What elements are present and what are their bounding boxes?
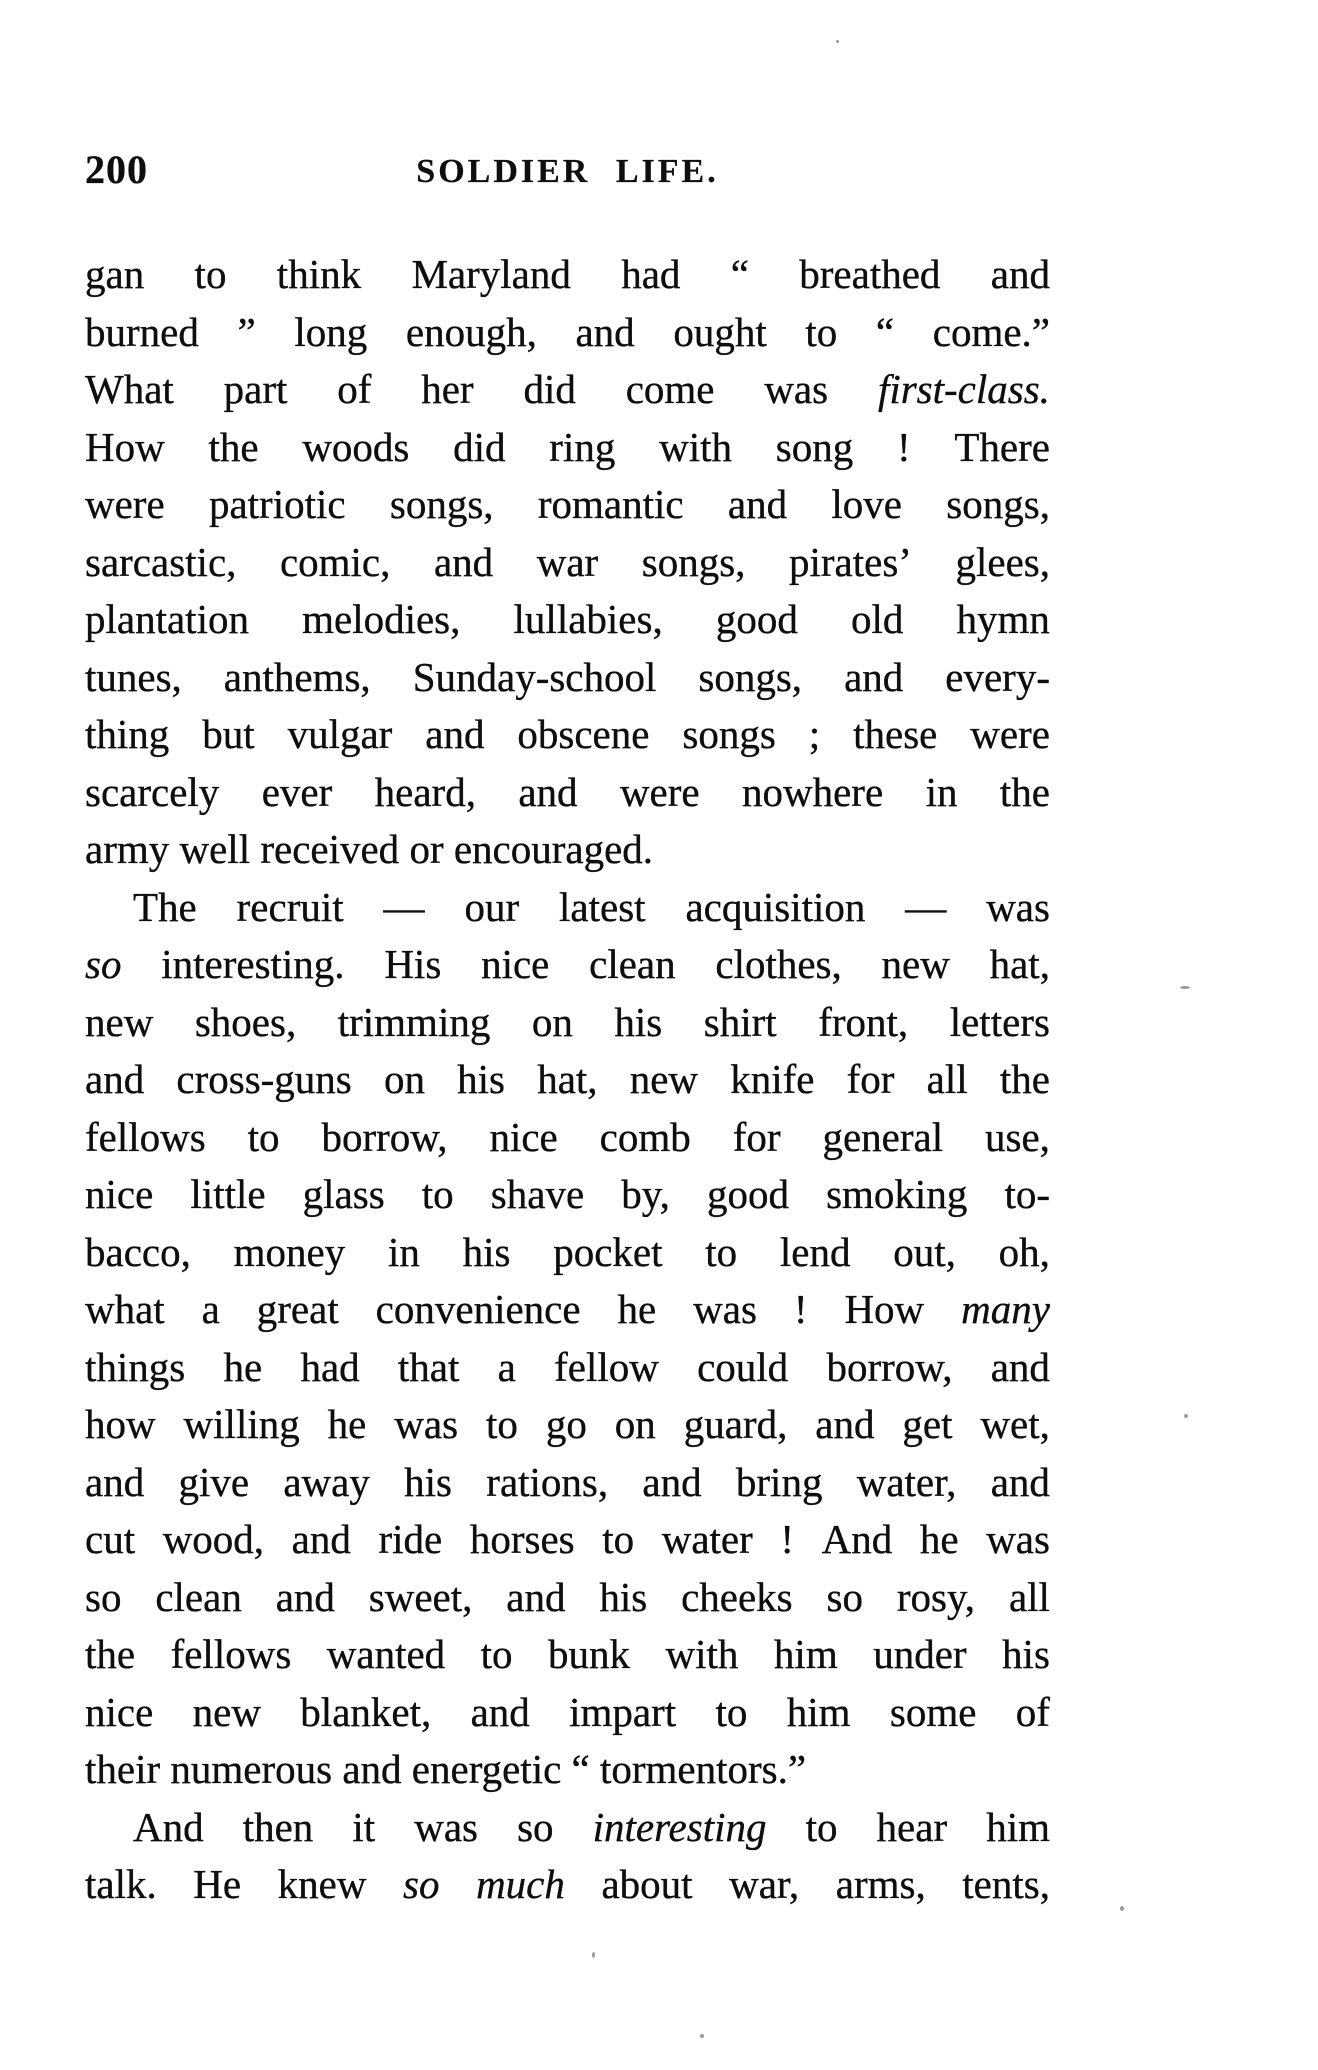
- word: to: [602, 1516, 635, 1562]
- word: His: [384, 941, 442, 987]
- page-number: 200: [85, 147, 148, 192]
- word: and: [342, 1746, 402, 1792]
- word: gan: [85, 251, 145, 297]
- word: their: [85, 1746, 161, 1792]
- word: all: [926, 1056, 968, 1102]
- scan-speck: [592, 1952, 595, 1958]
- word: clothes,: [715, 941, 842, 987]
- text-line: [85, 1511, 1050, 1569]
- word: new: [85, 998, 154, 1045]
- text-line: [85, 1569, 1050, 1627]
- word: well: [179, 826, 251, 872]
- word: received: [260, 826, 400, 872]
- word: hat,: [537, 1056, 598, 1102]
- text-line: [85, 879, 1050, 937]
- word: love: [831, 481, 902, 527]
- word: war,: [729, 1861, 800, 1907]
- word: he: [223, 1343, 263, 1390]
- word: was: [986, 883, 1050, 930]
- word: trimming: [337, 998, 491, 1045]
- word: the: [208, 423, 259, 470]
- word: the: [999, 768, 1050, 815]
- word: rosy,: [896, 1573, 976, 1620]
- text-line: [85, 1741, 1050, 1799]
- word: come.”: [932, 308, 1050, 355]
- word: and: [815, 1401, 875, 1447]
- word: and: [85, 1056, 145, 1102]
- word: cut: [85, 1516, 136, 1562]
- word: his: [1002, 1631, 1050, 1677]
- word: under: [873, 1631, 967, 1677]
- word: willing: [183, 1401, 300, 1447]
- word: to: [715, 1688, 748, 1735]
- word: “: [875, 308, 895, 355]
- word: go: [545, 1401, 587, 1447]
- word: hymn: [956, 596, 1050, 642]
- word: he: [327, 1401, 367, 1447]
- word: give: [178, 1458, 250, 1505]
- word: about: [601, 1861, 693, 1907]
- word: shoes,: [194, 998, 297, 1045]
- word: songs,: [698, 653, 803, 700]
- word: pirates’: [788, 538, 912, 585]
- word: burned: [85, 308, 199, 355]
- word: the: [999, 1056, 1050, 1102]
- word: obscene: [517, 711, 650, 757]
- text-line: [85, 649, 1050, 707]
- word: wanted: [326, 1631, 446, 1677]
- word: new: [881, 941, 950, 987]
- page-header: [85, 146, 1050, 196]
- word: money: [233, 1228, 346, 1275]
- word: ought: [673, 308, 767, 355]
- word: hat,: [989, 941, 1050, 987]
- word: ride: [378, 1516, 443, 1562]
- word: borrow,: [826, 1343, 953, 1390]
- text-line: [85, 936, 1050, 994]
- word: did: [453, 423, 506, 470]
- word: anthems,: [223, 653, 371, 700]
- word: interesting.: [161, 941, 345, 987]
- word: guard,: [683, 1401, 788, 1447]
- word: songs,: [946, 481, 1050, 527]
- word: rations,: [486, 1458, 609, 1505]
- italic-word: first-class.: [877, 366, 1050, 412]
- word: How: [85, 423, 165, 470]
- word: Maryland: [411, 251, 571, 297]
- word: his: [599, 1573, 648, 1620]
- word: all: [1008, 1573, 1050, 1620]
- word: !: [780, 1516, 795, 1562]
- scan-speck: [1120, 1906, 1124, 1911]
- word: good: [706, 1171, 789, 1217]
- word: shave: [490, 1171, 585, 1217]
- word: And: [821, 1516, 893, 1562]
- word: and: [642, 1458, 702, 1505]
- word: were: [619, 768, 700, 815]
- text-line: [85, 534, 1050, 592]
- word: him: [786, 1688, 851, 1735]
- word: fellow: [554, 1343, 659, 1390]
- word: wood,: [162, 1516, 265, 1562]
- word: latest: [559, 883, 646, 930]
- text-line: [85, 246, 1050, 304]
- text-line: [85, 1454, 1050, 1512]
- word: on: [614, 1401, 656, 1447]
- word: ”: [237, 308, 256, 355]
- word: what: [85, 1286, 165, 1332]
- word: and: [433, 538, 494, 585]
- running-title: SOLDIER LIFE.: [416, 153, 719, 190]
- word: sarcastic,: [85, 538, 237, 585]
- text-line: [85, 1339, 1050, 1397]
- word: !: [793, 1286, 808, 1332]
- word: army: [85, 826, 170, 872]
- word: letters: [949, 998, 1050, 1045]
- word: acquisition: [685, 883, 866, 930]
- word: nice: [85, 1688, 154, 1735]
- word: talk.: [85, 1861, 157, 1907]
- word: our: [464, 883, 520, 930]
- text-line: [85, 1626, 1050, 1684]
- word: and: [291, 1516, 351, 1562]
- word: to: [480, 1631, 513, 1677]
- word: numerous: [170, 1746, 333, 1792]
- word: these: [853, 711, 938, 757]
- word: patriotic: [208, 481, 346, 527]
- word: to: [247, 1113, 280, 1160]
- scan-speck: [836, 40, 839, 43]
- word: encouraged.: [453, 826, 654, 872]
- word: “: [730, 251, 749, 297]
- word: with: [665, 1631, 739, 1677]
- word: water,: [856, 1458, 957, 1505]
- word: had: [621, 251, 681, 297]
- italic-word: interesting: [592, 1803, 767, 1850]
- word: There: [954, 423, 1050, 470]
- word: and: [575, 308, 635, 355]
- text-line: [85, 419, 1050, 477]
- word: “: [571, 1746, 590, 1792]
- text-line: [85, 1684, 1050, 1742]
- word: and: [518, 768, 578, 815]
- word: to: [486, 1401, 518, 1447]
- text-line: [85, 821, 1050, 879]
- word: wet,: [980, 1401, 1050, 1447]
- word: for: [846, 1056, 895, 1102]
- word: to: [805, 1803, 838, 1850]
- word: new: [629, 1056, 699, 1102]
- word: songs: [682, 711, 776, 757]
- word: in: [925, 768, 958, 815]
- word: woods: [302, 423, 410, 470]
- word: How: [844, 1286, 925, 1332]
- text-block: [85, 246, 1050, 1914]
- word: away: [283, 1458, 370, 1505]
- word: songs,: [641, 538, 746, 585]
- word: comic,: [279, 538, 391, 585]
- word: and: [506, 1573, 566, 1620]
- word: in: [387, 1228, 420, 1275]
- word: out,: [893, 1228, 956, 1275]
- text-line: [85, 1224, 1050, 1282]
- word: Sunday-school: [412, 653, 657, 700]
- word: —: [905, 883, 947, 930]
- word: old: [850, 596, 904, 642]
- word: arms,: [835, 1861, 926, 1907]
- text-line: [85, 1396, 1050, 1454]
- word: glees,: [955, 538, 1050, 585]
- word: vulgar: [287, 711, 393, 757]
- word: energetic: [411, 1746, 562, 1792]
- word: war: [536, 538, 599, 585]
- word: and: [470, 1688, 530, 1735]
- text-line: [85, 994, 1050, 1052]
- word: him: [986, 1803, 1050, 1850]
- word: it: [352, 1803, 376, 1850]
- word: to: [194, 251, 227, 297]
- word: ring: [549, 423, 616, 470]
- word: ;: [808, 711, 821, 757]
- word: he: [919, 1516, 959, 1562]
- word: good: [715, 596, 798, 642]
- word: fellows: [85, 1113, 206, 1160]
- word: were: [970, 711, 1050, 757]
- word: his: [462, 1228, 511, 1275]
- word: and: [990, 1458, 1050, 1505]
- word: enough,: [405, 308, 537, 355]
- word: so: [85, 1573, 122, 1620]
- word: bacco,: [85, 1228, 191, 1275]
- text-line: [85, 764, 1050, 822]
- word: cheeks: [681, 1573, 793, 1620]
- word: him: [773, 1631, 838, 1677]
- word: the: [85, 1631, 136, 1677]
- text-line: [85, 1109, 1050, 1167]
- word: but: [202, 711, 255, 757]
- word: clean: [155, 1573, 242, 1620]
- word: blanket,: [300, 1688, 432, 1735]
- word: and: [275, 1573, 335, 1620]
- word: lullabies,: [513, 596, 663, 642]
- word: tormentors.”: [600, 1746, 807, 1792]
- word: a: [497, 1343, 516, 1390]
- word: ever: [261, 768, 333, 815]
- word: think: [276, 251, 362, 297]
- scan-speck: [700, 2034, 704, 2038]
- word: he: [617, 1286, 657, 1332]
- word: that: [397, 1343, 460, 1390]
- word: The: [133, 883, 197, 930]
- word: to-: [1004, 1171, 1050, 1217]
- word: water: [661, 1516, 753, 1562]
- word: part: [223, 366, 288, 412]
- word: heard,: [374, 768, 476, 815]
- text-line: [85, 476, 1050, 534]
- word: and: [85, 1458, 145, 1505]
- word: with: [659, 423, 732, 470]
- word: breathed: [799, 251, 941, 297]
- word: tunes,: [85, 653, 182, 700]
- word: front,: [818, 998, 909, 1045]
- word: his: [404, 1458, 453, 1505]
- word: lend: [779, 1228, 851, 1275]
- word: had: [300, 1343, 360, 1390]
- word: by,: [621, 1171, 670, 1217]
- word: her: [421, 366, 474, 412]
- word: What: [85, 366, 174, 412]
- word: for: [732, 1113, 781, 1160]
- word: bring: [735, 1458, 823, 1505]
- word: And: [133, 1803, 204, 1850]
- word: to: [421, 1171, 454, 1217]
- word: every-: [945, 653, 1050, 700]
- word: and: [425, 711, 485, 757]
- scan-speck: [1180, 986, 1190, 989]
- word: song: [775, 423, 854, 470]
- text-line: [85, 1856, 1050, 1914]
- word: to: [805, 308, 838, 355]
- text-line: [85, 1051, 1050, 1109]
- word: a: [201, 1286, 220, 1332]
- word: convenience: [375, 1286, 581, 1332]
- word: new: [192, 1688, 261, 1735]
- word: was: [986, 1516, 1050, 1562]
- scan-speck: [1184, 1414, 1188, 1418]
- italic-word: so: [403, 1861, 440, 1907]
- word: of: [337, 366, 372, 412]
- word: to: [705, 1228, 738, 1275]
- italic-word: much: [476, 1861, 565, 1907]
- word: great: [256, 1286, 339, 1332]
- word: impart: [569, 1688, 677, 1735]
- word: things: [85, 1343, 186, 1390]
- text-line: [85, 304, 1050, 362]
- word: was: [414, 1803, 478, 1850]
- word: glass: [302, 1171, 385, 1217]
- word: little: [190, 1171, 266, 1217]
- word: nowhere: [742, 768, 884, 815]
- word: recruit: [236, 883, 344, 930]
- word: He: [193, 1861, 242, 1907]
- word: fellows: [170, 1631, 292, 1677]
- word: smoking: [826, 1171, 968, 1217]
- text-line: [85, 706, 1050, 764]
- word: and: [990, 1343, 1050, 1390]
- word: and: [844, 653, 904, 700]
- word: thing: [85, 711, 170, 757]
- word: use,: [985, 1113, 1050, 1160]
- word: songs,: [389, 481, 494, 527]
- word: of: [1015, 1688, 1050, 1735]
- word: and: [727, 481, 788, 527]
- word: cross-guns: [176, 1056, 352, 1102]
- word: did: [523, 366, 576, 412]
- word: knew: [277, 1861, 367, 1907]
- word: then: [242, 1803, 314, 1850]
- word: long: [294, 308, 368, 355]
- word: shirt: [703, 998, 777, 1045]
- word: was: [394, 1401, 459, 1447]
- word: on: [383, 1056, 425, 1102]
- word: plantation: [85, 596, 249, 642]
- word: comb: [599, 1113, 691, 1160]
- word: on: [531, 998, 573, 1045]
- word: melodies,: [302, 596, 461, 642]
- word: clean: [589, 941, 676, 987]
- word: come: [625, 366, 715, 412]
- word: tents,: [962, 1861, 1050, 1907]
- text-line: [85, 361, 1050, 419]
- word: knife: [730, 1056, 815, 1102]
- word: or: [409, 826, 444, 872]
- word: so: [517, 1803, 554, 1850]
- word: romantic: [537, 481, 684, 527]
- word: could: [697, 1343, 789, 1390]
- word: oh,: [998, 1228, 1050, 1275]
- text-line: [85, 1281, 1050, 1339]
- text-line: [85, 1799, 1050, 1857]
- word: and: [990, 251, 1050, 297]
- word: borrow,: [321, 1113, 448, 1160]
- word: nice: [489, 1113, 558, 1160]
- word: hear: [876, 1803, 948, 1850]
- word: his: [614, 998, 663, 1045]
- word: !: [896, 423, 911, 470]
- word: sweet,: [368, 1573, 473, 1620]
- word: nice: [481, 941, 550, 987]
- word: was: [693, 1286, 757, 1332]
- word: nice: [85, 1171, 154, 1217]
- word: pocket: [553, 1228, 663, 1275]
- italic-word: many: [961, 1286, 1050, 1332]
- text-line: [85, 1166, 1050, 1224]
- italic-word: so: [85, 941, 122, 987]
- word: so: [826, 1573, 863, 1620]
- word: was: [764, 366, 829, 412]
- word: general: [822, 1113, 944, 1160]
- text-line: [85, 591, 1050, 649]
- word: —: [383, 883, 425, 930]
- word: how: [85, 1401, 156, 1447]
- word: his: [457, 1056, 505, 1102]
- word: bunk: [548, 1631, 631, 1677]
- word: some: [889, 1688, 977, 1735]
- word: horses: [469, 1516, 575, 1562]
- word: scarcely: [85, 768, 220, 815]
- word: get: [902, 1401, 953, 1447]
- word: were: [85, 481, 165, 527]
